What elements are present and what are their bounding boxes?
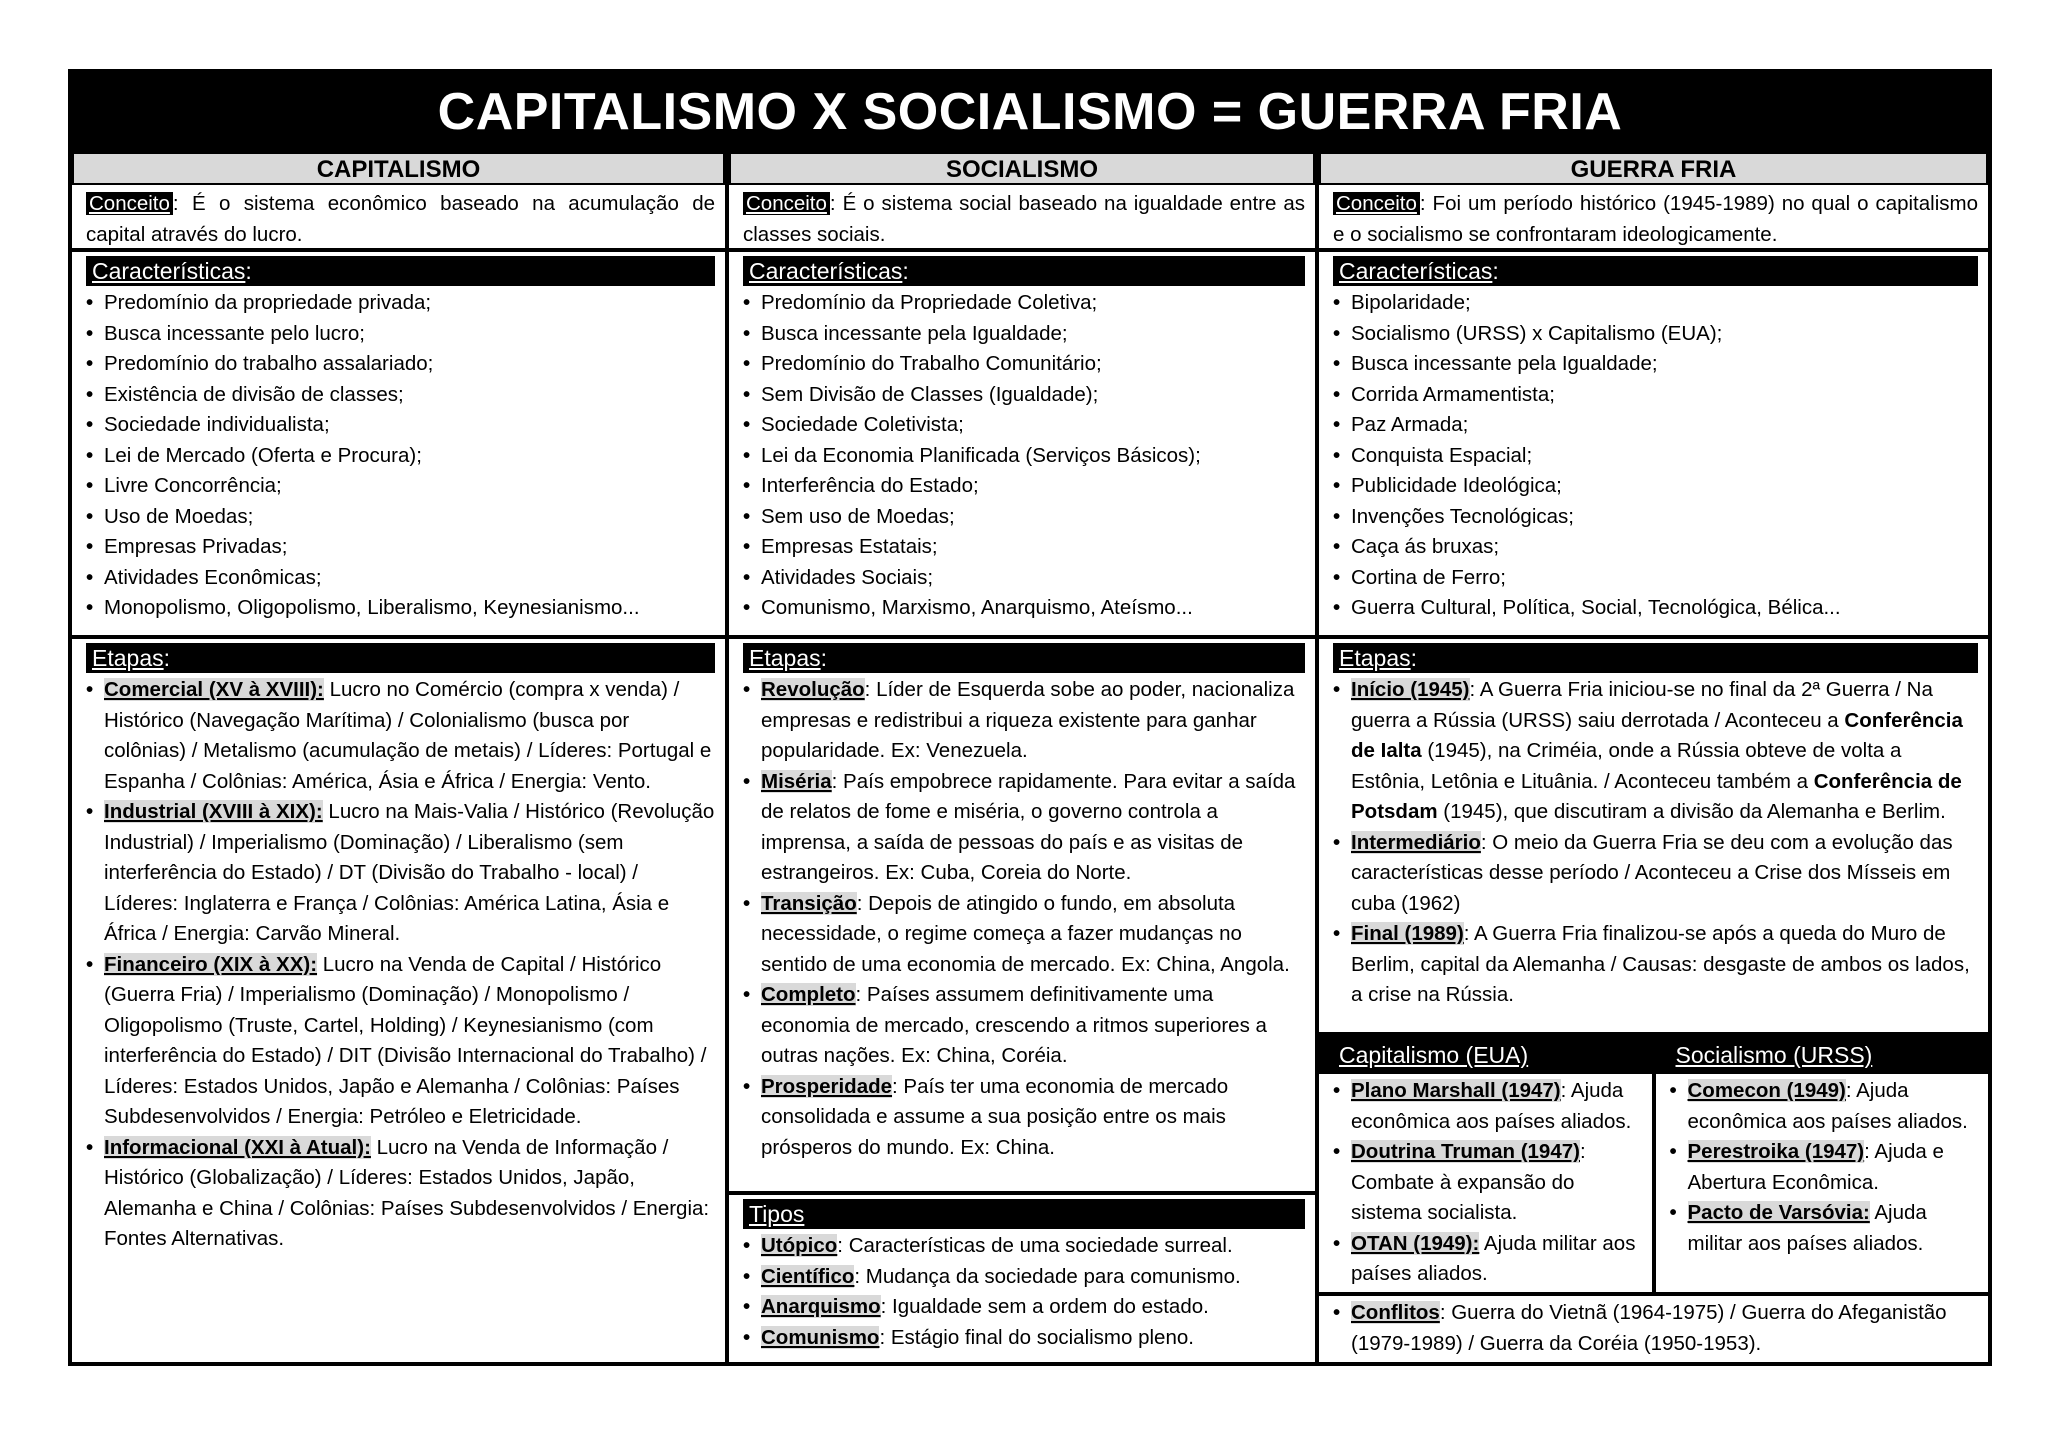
tipo-text: : Igualdade sem a ordem do estado. [880,1295,1209,1318]
list-item [743,1231,1305,1262]
tipo-label: Comunismo [761,1325,880,1349]
item-label: OTAN (1949): [1351,1231,1480,1255]
list-item [86,950,715,1133]
guerra-fria-conceito [1319,185,1988,252]
list-item: • Socialismo (URSS) x Capitalismo (EUA); [1333,319,1978,350]
etapa-text: Lucro na Venda de Capital / Histórico (Guerra Fria) / Imperialismo (Dominação) / Monopolismo / Oligopolismo (Truste, Cartel, Holding) / Keynesianismo (com interferência do Estado) / DIT (Divisão Internacional do Trabalho) / Líderes: Estados Unidos, Japão e Alemanha / Colônias: Países Subdesenvolvidos / Energia: Petróleo e Eletricidade. [104,952,707,1128]
conceito-text: : É o sistema econômico baseado na acumulação de capital através do lucro. [86,192,715,246]
etapa-text: Lucro na Mais-Valia / Histórico (Revolução Industrial) / Imperialismo (Dominação) / Liberalismo (sem interferência do Estado) / DT (Divisão do Trabalho - local) / Líderes: Inglaterra e França / Colônias: América Latina, Ásia e África / Energia: Carvão Mineral. [104,800,715,945]
list-item: • Uso de Moedas; [86,502,715,533]
etapas-header: Etapas: [1333,643,1978,673]
etapa-text: Lucro na Venda de Informação / Histórico (Globalização) / Líderes: Estados Unidos, Japão, Alemanha e China / Colônias: Países Subdesenvolvidos / Energia: Fontes Alternativas. [104,1135,710,1250]
conceito-label: Conceito [743,192,830,215]
etapa-label: Informacional (XXI à Atual): [104,1135,371,1159]
list-item [1670,1137,1979,1198]
caracteristicas-label: Características [1339,258,1493,284]
list-item: • Guerra Cultural, Política, Social, Tecnológica, Bélica... [1333,593,1978,624]
etapas-header: Etapas: [743,643,1305,673]
etapas-label: Etapas [92,645,164,671]
capitalismo-column [72,152,729,1362]
list-item [1333,1076,1642,1137]
list-item: • Sociedade Coletivista; [743,410,1305,441]
capitalismo-eua-header: Capitalismo (EUA) [1319,1036,1652,1074]
caracteristicas-header: Características: [86,256,715,286]
list-item: • Predomínio da propriedade privada; [86,288,715,319]
list-item: • Empresas Estatais; [743,532,1305,563]
list-item [743,1292,1305,1323]
list-item [743,1262,1305,1293]
tipos-header [743,1199,1305,1229]
etapas-list [1333,675,1978,1011]
columns [72,152,1988,1362]
item-text: : Combate à expansão do sistema socialista. [1351,1140,1586,1224]
item-label: Doutrina Truman (1947) [1351,1140,1580,1163]
list-item: • Cortina de Ferro; [1333,563,1978,594]
socialismo-urss-list [1656,1074,1989,1263]
list-item: • Busca incessante pelo lucro; [86,319,715,350]
list-item: • Predomínio da Propriedade Coletiva; [743,288,1305,319]
guerra-fria-etapas [1319,639,1988,1036]
list-item [743,1323,1305,1354]
conceito-label: Conceito [86,192,173,215]
etapa-label: Início (1945) [1351,678,1470,701]
list-item: • Empresas Privadas; [86,532,715,563]
item-label: Perestroika (1947) [1687,1140,1865,1163]
list-item [743,675,1305,767]
page-title: CAPITALISMO X SOCIALISMO = GUERRA FRIA [72,73,1988,152]
guerra-fria-column [1319,152,1988,1362]
item-text: Ajuda militar aos países aliados. [1687,1201,1927,1255]
list-item: • Busca incessante pela Igualdade; [743,319,1305,350]
socialismo-urss-block [1656,1036,1989,1292]
capitalismo-conceito [72,185,725,252]
list-item [1670,1076,1979,1137]
etapa-label: Transição [761,891,857,915]
list-item: • Predomínio do trabalho assalariado; [86,349,715,380]
etapa-label: Industrial (XVIII à XIX): [104,800,323,823]
list-item: • Livre Concorrência; [86,471,715,502]
list-item [743,980,1305,1072]
capitalismo-eua-list [1319,1074,1652,1294]
etapa-label: Completo [761,983,856,1006]
etapas-list [86,675,715,1255]
list-item [1333,1229,1642,1290]
guerra-fria-caracteristicas [1319,252,1988,639]
socialismo-caracteristicas [729,252,1315,639]
list-item: • Lei da Economia Planificada (Serviços Básicos); [743,441,1305,472]
etapa-text: : Depois de atingido o fundo, em absoluta necessidade, o regime começa a fazer mudanças no sentido de uma economia de mercado. Ex: China, Angola. [761,891,1290,976]
list-item: • Corrida Armamentista; [1333,380,1978,411]
etapa-text: : Países assumem definitivamente uma economia de mercado, crescendo a ritmos superiores a outras nações. Ex: China, Coréia. [761,983,1267,1067]
guerra-fria-heading: GUERRA FRIA [1319,152,1988,185]
list-item: • Comunismo, Marxismo, Anarquismo, Ateísmo... [743,593,1305,624]
guerra-fria-conflitos [1319,1296,1988,1362]
list-item [1333,1298,1978,1359]
etapa-text: : País empobrece rapidamente. Para evitar a saída de relatos de fome e miséria, o governo controla a imprensa, a saída de pessoas do país e as visitas de estrangeiros. Ex: Cuba, Coreia do Norte. [761,769,1296,884]
caracteristicas-list [86,288,715,624]
conflitos-list [1333,1298,1978,1359]
etapa-label: Financeiro (XIX à XX): [104,952,318,976]
etapa-label: Miséria [761,769,832,793]
capitalismo-heading: CAPITALISMO [72,152,725,185]
etapa-text: Lucro no Comércio (compra x venda) / Histórico (Navegação Marítima) / Colonialismo (busca por colônias) / Metalismo (acumulação de metais) / Líderes: Portugal e Espanha / Colônias: América, Ásia e África / Energia: Vento. [104,678,712,793]
list-item: • Paz Armada; [1333,410,1978,441]
socialismo-column [729,152,1319,1362]
etapa-label: Final (1989) [1351,922,1464,945]
tipo-text: : Mudança da sociedade para comunismo. [854,1264,1241,1288]
caracteristicas-header: Características: [743,256,1305,286]
list-item: • Predomínio do Trabalho Comunitário; [743,349,1305,380]
conflitos-text: : Guerra do Vietnã (1964-1975) / Guerra do Afeganistão (1979-1989) / Guerra da Coréia (1950-1953). [1351,1301,1947,1355]
item-label: Comecon (1949) [1687,1079,1846,1102]
conferencia-potsdam: Conferência de Potsdam [1351,769,1962,823]
caracteristicas-label: Características [92,258,246,284]
list-item [743,767,1305,889]
item-text: Ajuda militar aos países aliados. [1351,1231,1636,1285]
list-item: • Bipolaridade; [1333,288,1978,319]
conceito-label: Conceito [1333,192,1420,215]
etapa-text: : A Guerra Fria finalizou-se após a queda do Muro de Berlim, capital da Alemanha / Causas: desgaste de ambos os lados, a crise na Rússia. [1351,922,1970,1006]
socialismo-urss-header: Socialismo (URSS) [1656,1036,1989,1074]
list-item: • Invenções Tecnológicas; [1333,502,1978,533]
list-item: • Busca incessante pela Igualdade; [1333,349,1978,380]
capitalismo-etapas [72,639,725,1362]
socialismo-tipos [729,1195,1315,1362]
list-item [1670,1198,1979,1259]
list-item: • Lei de Mercado (Oferta e Procura); [86,441,715,472]
tipo-text: : Características de uma sociedade surreal. [837,1234,1233,1257]
etapa-text: (1945), que discutiram a divisão da Alemanha e Berlim. [1437,800,1946,823]
list-item [743,889,1305,981]
etapa-label: Prosperidade [761,1074,893,1098]
etapas-header: Etapas: [86,643,715,673]
item-label: Plano Marshall (1947) [1351,1079,1561,1102]
list-item: • Existência de divisão de classes; [86,380,715,411]
caracteristicas-list [743,288,1305,624]
etapa-label: Revolução [761,678,865,701]
list-item: • Monopolismo, Oligopolismo, Liberalismo, Keynesianismo... [86,593,715,624]
item-label: Pacto de Varsóvia: [1687,1201,1870,1224]
conferencia-ialta: Conferência de Ialta [1351,708,1963,762]
list-item: • Sociedade individualista; [86,410,715,441]
etapas-label: Etapas [1339,645,1411,671]
tipos-list [743,1231,1305,1353]
etapa-text: (1945), na Criméia, onde a Rússia obteve de volta a Estônia, Letônia e Lituânia. / Aconteceu também a [1351,739,1902,793]
tipo-text: : Estágio final do socialismo pleno. [879,1325,1194,1349]
list-item [1333,1137,1642,1229]
capitalismo-eua-block [1319,1036,1656,1292]
list-item: • Sem uso de Moedas; [743,502,1305,533]
etapa-text: : O meio da Guerra Fria se deu com a evolução das características desse período / Aconteceu a Crise dos Mísseis em cuba (1962) [1351,830,1953,915]
tipo-label: Utópico [761,1234,838,1257]
list-item [86,675,715,797]
etapa-label: Intermediário [1351,830,1481,854]
cheat-sheet [68,69,1992,1366]
list-item [1333,919,1978,1011]
socialismo-heading: SOCIALISMO [729,152,1315,185]
list-item: • Conquista Espacial; [1333,441,1978,472]
conflitos-label: Conflitos [1351,1301,1440,1324]
conceito-text: : Foi um período histórico (1945-1989) no qual o capitalismo e o socialismo se confrontaram ideologicamente. [1333,192,1978,246]
etapa-text: : País ter uma economia de mercado consolidada e assume a sua posição entre os mais prósperos do mundo. Ex: China. [761,1074,1229,1159]
list-item: • Interferência do Estado; [743,471,1305,502]
list-item: • Caça ás bruxas; [1333,532,1978,563]
list-item [86,1133,715,1255]
capitalismo-caracteristicas [72,252,725,639]
list-item [1333,828,1978,920]
list-item: • Atividades Econômicas; [86,563,715,594]
list-item [1333,675,1978,828]
conceito-text: : É o sistema social baseado na igualdade entre as classes sociais. [743,192,1305,246]
list-item [86,797,715,950]
caracteristicas-label: Características [749,258,903,284]
item-text: : Ajuda econômica aos países aliados. [1351,1079,1632,1133]
caracteristicas-list [1333,288,1978,624]
caracteristicas-header: Características: [1333,256,1978,286]
item-text: : Ajuda e Abertura Econômica. [1687,1140,1944,1194]
tipo-label: Científico [761,1264,855,1288]
item-text: : Ajuda econômica aos países aliados. [1687,1079,1968,1133]
list-item: • Atividades Sociais; [743,563,1305,594]
etapa-text: : A Guerra Fria iniciou-se no final da 2ª Guerra / Na guerra a Rússia (URSS) saiu derrotada / Aconteceu a [1351,678,1933,732]
blocos-section [1319,1036,1988,1296]
list-item: • Sem Divisão de Classes (Igualdade); [743,380,1305,411]
socialismo-conceito [729,185,1315,252]
etapa-label: Comercial (XV à XVIII): [104,678,324,701]
list-item [743,1072,1305,1164]
etapas-label: Etapas [749,645,821,671]
socialismo-etapas [729,639,1315,1195]
tipo-label: Anarquismo [761,1295,881,1318]
list-item: • Publicidade Ideológica; [1333,471,1978,502]
tipos-label: Tipos [749,1201,805,1227]
etapa-text: : Líder de Esquerda sobe ao poder, nacionaliza empresas e redistribui a riqueza existente para ganhar popularidade. Ex: Venezuela. [761,678,1295,762]
etapas-list [743,675,1305,1163]
